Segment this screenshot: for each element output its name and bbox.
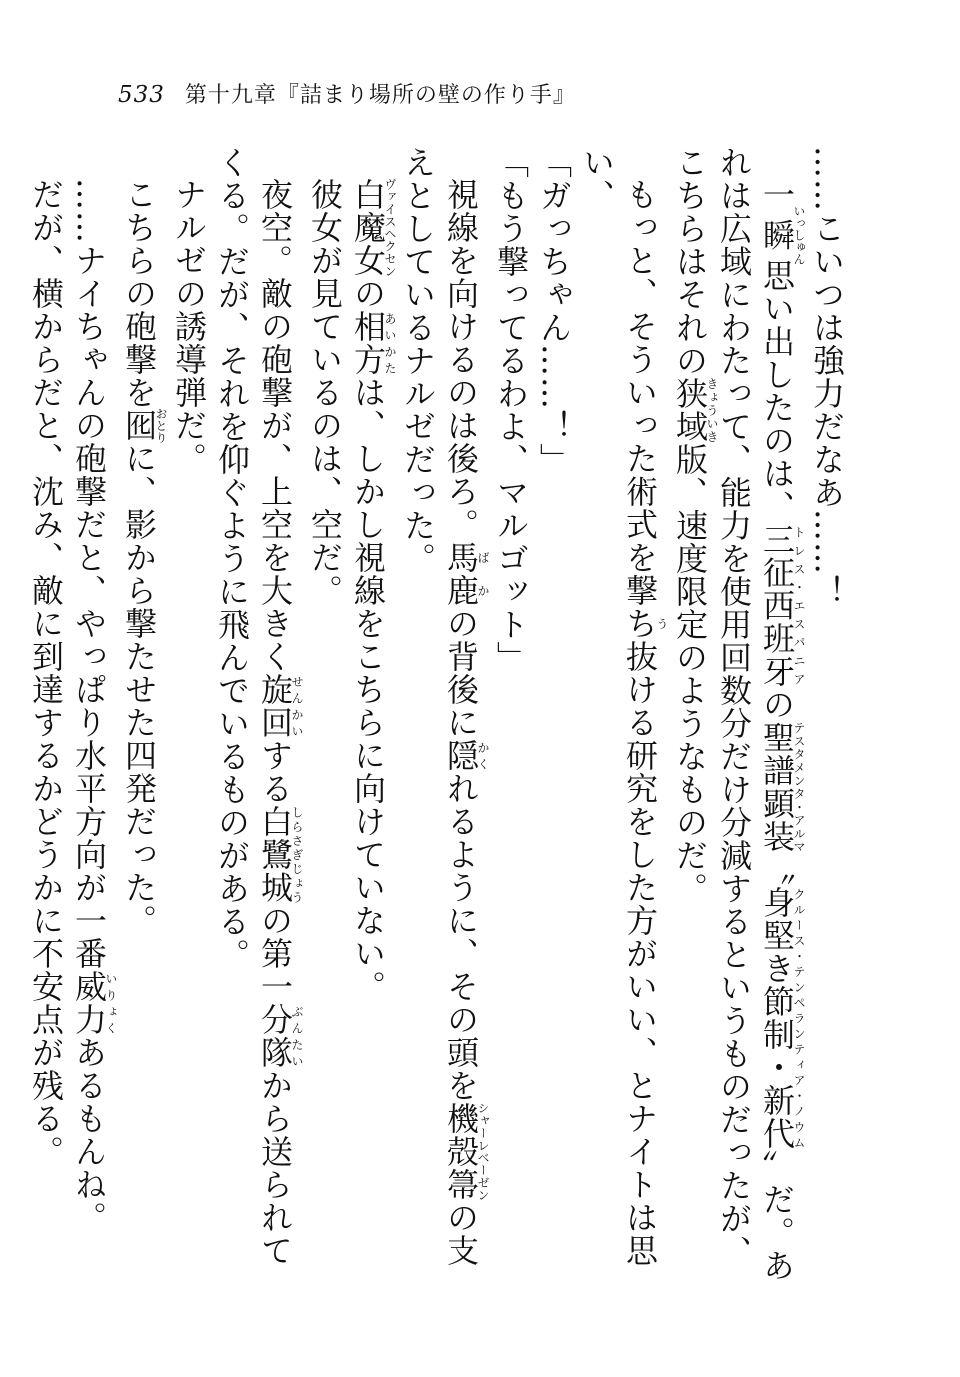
paragraph [346,146,396,1296]
ruby-word: 威力いりょく [70,970,118,1036]
paragraph [210,146,303,1296]
ruby-word: 相方あいかた [349,310,397,376]
paragraph [575,146,668,1296]
text-run: ……ナイちゃんの砲撃だと、やっぱり水平方向が一番 [70,178,108,970]
text-run: れるように、その頭を [442,772,480,1102]
text-run: 〟だ。あれは広域にわたって、能力を使用回数分だけ分減するというものだったが、こちらはそれの [671,146,796,1282]
text-run: の [758,688,796,721]
text-run: から送られてくる。だが、それを仰ぐように飛んでいるものがある。 [213,146,294,1267]
text-run: 視線を向けるのは後ろ。 [442,178,480,541]
text-run: こちらの砲撃を [120,178,158,409]
ruby-word: 身堅き節制・新代クルース・テンペランティア・ノウム [758,886,806,1150]
text-run: もっと、そういった術式を撃 [621,178,659,607]
ruby-word: 聖譜顕装テスタメンタ・アルマ [758,721,806,853]
text-run: の支えとしているナルゼだった。 [399,146,480,1267]
chapter-title: 第十九章『詰まり場所の壁の作り手』 [184,83,576,108]
text-run: の第一 [256,904,294,1003]
paragraph [396,146,489,1296]
text-run: 版、速度限定のようなものだ。 [671,443,709,905]
text-run: あるもんね。 [70,1036,108,1234]
text-run: に、影から撃たせた四発だった。 [120,442,158,937]
ruby-word: 白魔女ヴァイスヘクセン [349,178,397,277]
text-run: 夜空。敵の砲撃が、上空を大きく [256,178,294,673]
ruby-word: 分隊ぶんたい [256,1003,304,1069]
text-run: 思い出したのは、 [758,259,796,523]
text-run: する [256,739,294,805]
ruby-word: 機殻箒シャーレベーゼン [442,1102,490,1201]
dialogue-line: 「ガっちゃん……！」 [535,146,573,476]
paragraph [668,146,805,1296]
page-number: 533 [118,82,165,108]
ruby-word: 三征西班牙トレス・エスパニア [758,523,806,688]
text-run: 抜ける研究をした方がいい、とナイトは思い、 [578,146,659,1267]
ruby-word: ちう [621,607,669,640]
text-run: は、しかし視線をこちらに向けていない。 [349,376,387,1003]
paragraph: ナルゼの誘導弾だ。 [170,178,208,475]
text-run: の背後に [442,607,480,739]
dialogue-line: 「もう撃ってるわよ、マルゴット」 [492,146,530,674]
ruby-word: 瞬いっしゅん [758,205,806,265]
paragraph [117,146,167,1296]
paragraph: ……こいつは強力だなあ……！ [808,146,846,608]
vertical-body-text [27,146,848,1296]
text-run: 〝 [758,853,796,886]
ruby-word: 囮おとり [120,407,168,444]
text-run: の [349,277,387,310]
running-header [118,78,576,110]
ruby-word: 白鷺城しらさぎじょう [256,805,304,904]
paragraph: だが、横からだと、沈み、敵に到達するかどうかに不安点が残る。 [27,178,65,1168]
ruby-word: 馬鹿ばか [442,541,490,607]
ruby-word: 狭域きょういき [671,377,719,443]
paragraph: 彼女が見ているのは、空だ。 [306,178,344,607]
text-run: 一 [758,178,796,211]
paragraph [67,146,117,1296]
ruby-word: 旋回せんかい [256,673,304,739]
ruby-word: 隠かく [442,739,490,772]
